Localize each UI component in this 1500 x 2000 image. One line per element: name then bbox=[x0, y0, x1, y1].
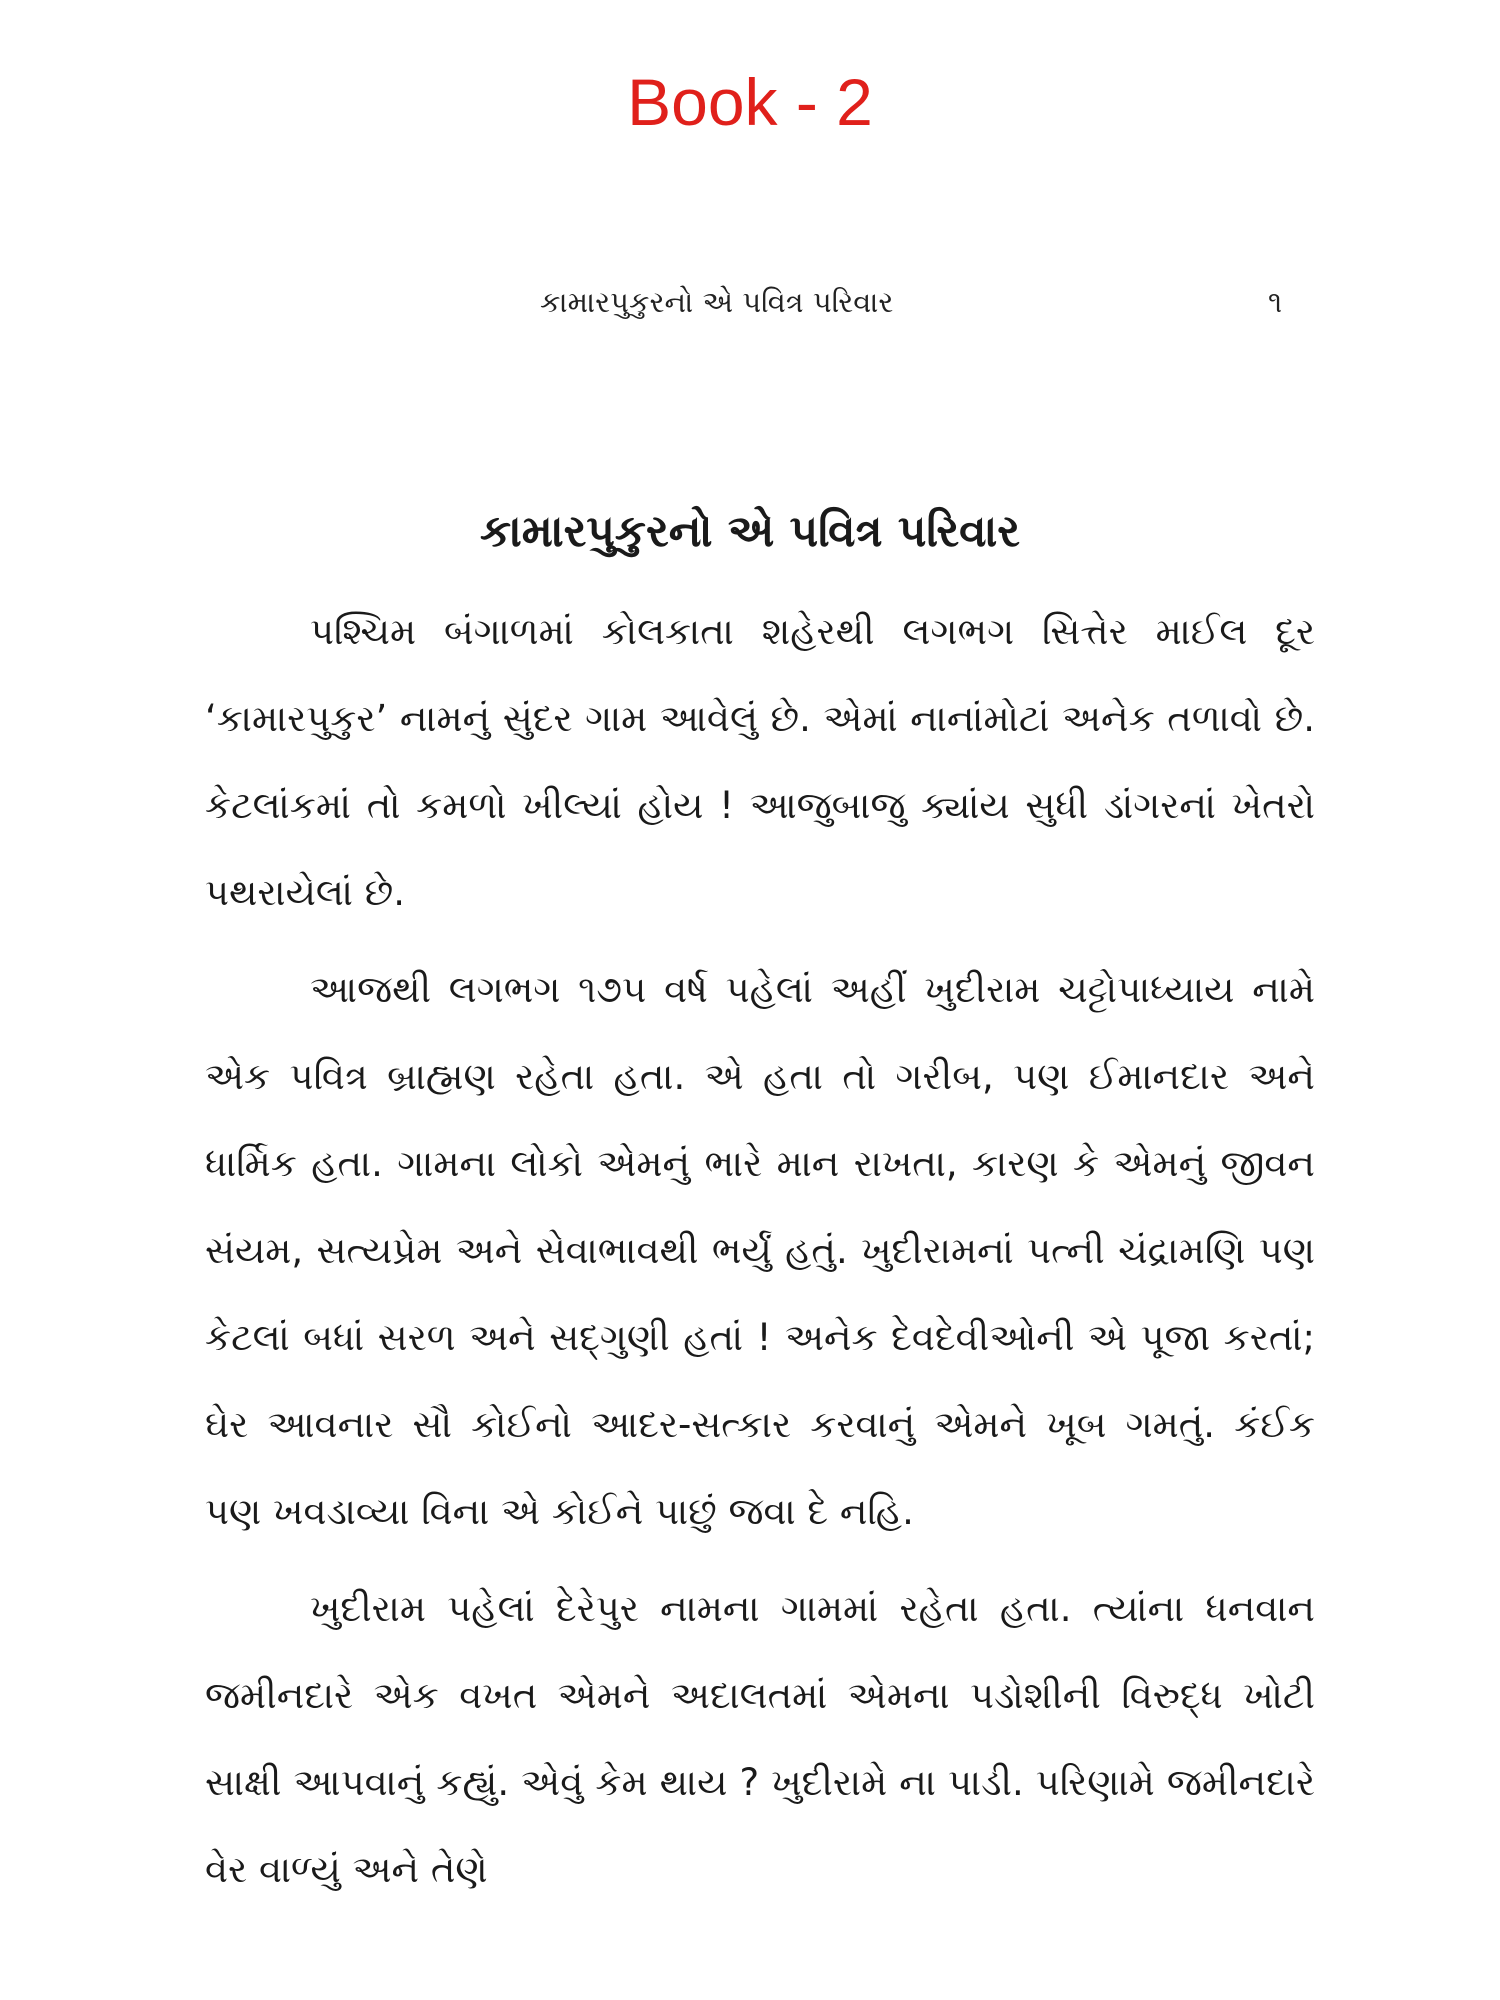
page-number: ૧ bbox=[1268, 285, 1283, 319]
chapter-title: કામારપુકુરનો એ પવિત્ર પરિવાર bbox=[479, 506, 1021, 557]
paragraph: પશ્ચિમ બંગાળમાં કોલકાતા શહેરથી લગભગ સિત્તેર માઈલ દૂર ‘કામારપુકુર’ નામનું સુંદર ગામ આવેલું છે. એમાં નાનાંમોટાં અનેક તળાવો છે. કેટલાંકમાં તો કમળો ખીલ્યાં હોય ! આજુબાજુ ક્યાંય સુધી ડાંગરનાં ખેતરો પથરાયેલાં છે. bbox=[205, 610, 1315, 914]
running-head: કામારપુકુરનો એ પવિત્ર પરિવાર bbox=[540, 285, 894, 319]
paragraph: આજથી લગભગ ૧૭૫ વર્ષ પહેલાં અહીં ખુદીરામ ચટ્ટોપાધ્યાય નામે એક પવિત્ર બ્રાહ્મણ રહેતા હતા. એ હતા તો ગરીબ, પણ ઈમાનદાર અને ધાર્મિક હતા. ગામના લોકો એમનું ભારે માન રાખતા, કારણ કે એમનું જીવન સંયમ, સત્યપ્રેમ અને સેવાભાવથી ભર્યું હતું. ખુદીરામનાં પત્ની ચંદ્રામણિ પણ કેટલાં બધાં સરળ અને સદ્‌ગુણી હતાં ! અનેક દેવદેવીઓની એ પૂજા કરતાં; ઘેર આવનાર સૌ કોઈનો આદર-સત્કાર કરવાનું એમને ખૂબ ગમતું. કંઈક પણ ખવડાવ્યા વિના એ કોઈને પાછું જવા દે નહિ. bbox=[205, 968, 1315, 1533]
book-label: Book - 2 bbox=[627, 65, 873, 139]
paragraph: ખુદીરામ પહેલાં દેરેપુર નામના ગામમાં રહેતા હતા. ત્યાંના ધનવાન જમીનદારે એક વખત એમને અદાલતમાં એમના પડોશીની વિરુદ્ધ ખોટી સાક્ષી આપવાનું કહ્યું. એવું કેમ થાય ? ખુદીરામે ના પાડી. પરિણામે જમીનદારે વેર વાળ્યું અને તેણે bbox=[205, 1587, 1315, 1891]
body-text bbox=[205, 588, 1315, 1913]
